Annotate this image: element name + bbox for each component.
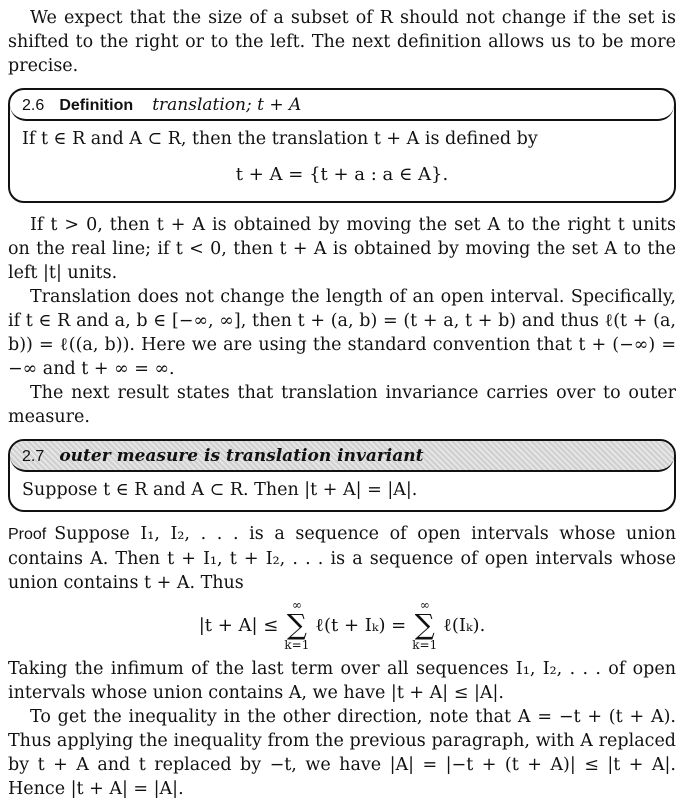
proof-final: To get the inequality in the other direction, note that A = −t + (t + A). Thus applying the inequality from the previous paragraph, with A replaced by t + A and t replaced by −t, we have |A| = |−t + (t + A)| ≤ |t + A|. Hence |t + A| = |A|. <box>8 707 676 799</box>
sum-lower-limit: k=1 <box>284 638 310 652</box>
result-header <box>10 441 674 472</box>
sum-operator-1 <box>284 599 309 651</box>
definition-display: t + A = {t + a : a ∈ A}. <box>235 164 449 185</box>
proof-after-formula: Taking the infimum of the last term over all sequences I₁, I₂, . . . of open intervals whose union contains A, we have |t + A| ≤ |A|. <box>8 659 676 703</box>
definition-body <box>10 121 674 201</box>
definition-text: If t ∈ R and A ⊂ R, then the translation t + A is defined by <box>22 129 538 149</box>
intro-paragraph: We expect that the size of a subset of R should not change if the set is shifted to the right or to the left. The next definition allows us to be more precise. <box>8 8 676 76</box>
definition-title: translation; t + A <box>152 95 302 115</box>
definition-number: 2.6 <box>22 97 45 114</box>
result-body <box>10 472 674 510</box>
result-box <box>8 439 676 512</box>
formula-term-2: ℓ(Iₖ). <box>443 614 486 636</box>
proof-paragraph <box>8 522 676 595</box>
sum-upper-limit: ∞ <box>291 598 302 612</box>
definition-kind: Definition <box>59 97 134 114</box>
sum-lower-limit: k=1 <box>412 638 438 652</box>
sigma-symbol: ∑ <box>414 608 435 641</box>
page <box>8 6 676 801</box>
paragraph-next-result: The next result states that translation invariance carries over to outer measure. <box>8 383 676 427</box>
formula-term-1: ℓ(t + Iₖ) = <box>315 614 407 636</box>
sum-operator-2 <box>412 599 437 651</box>
definition-box <box>8 88 676 203</box>
paragraph-interval-length: Translation does not change the length of an open interval. Specifically, if t ∈ R and a, b ∈ [−∞, ∞], then t + (a, b) = (t + a, t + b) and thus ℓ(t + (a, b)) = ℓ((a, b)). Here we are using the standard convention that t + (−∞) = −∞ and t + ∞ = ∞. <box>8 287 676 379</box>
formula-lhs: |t + A| ≤ <box>198 614 279 636</box>
result-title: outer measure is translation invariant <box>59 446 424 466</box>
sigma-symbol: ∑ <box>286 608 307 641</box>
proof-label: Proof <box>8 526 47 543</box>
result-text: Suppose t ∈ R and A ⊂ R. Then |t + A| = |A|. <box>22 480 418 500</box>
proof-text: Suppose I₁, I₂, . . . is a sequence of open intervals whose union contains A. Then t + I₁, t + I₂, . . . is a sequence of open intervals whose union contains t + A. Thus <box>8 524 676 593</box>
definition-header <box>10 90 674 121</box>
result-number: 2.7 <box>22 448 45 465</box>
proof-formula <box>8 599 676 651</box>
sum-upper-limit: ∞ <box>419 598 430 612</box>
paragraph-translation-direction: If t > 0, then t + A is obtained by moving the set A to the right t units on the real line; if t < 0, then t + A is obtained by moving the set A to the left |t| units. <box>8 215 676 283</box>
